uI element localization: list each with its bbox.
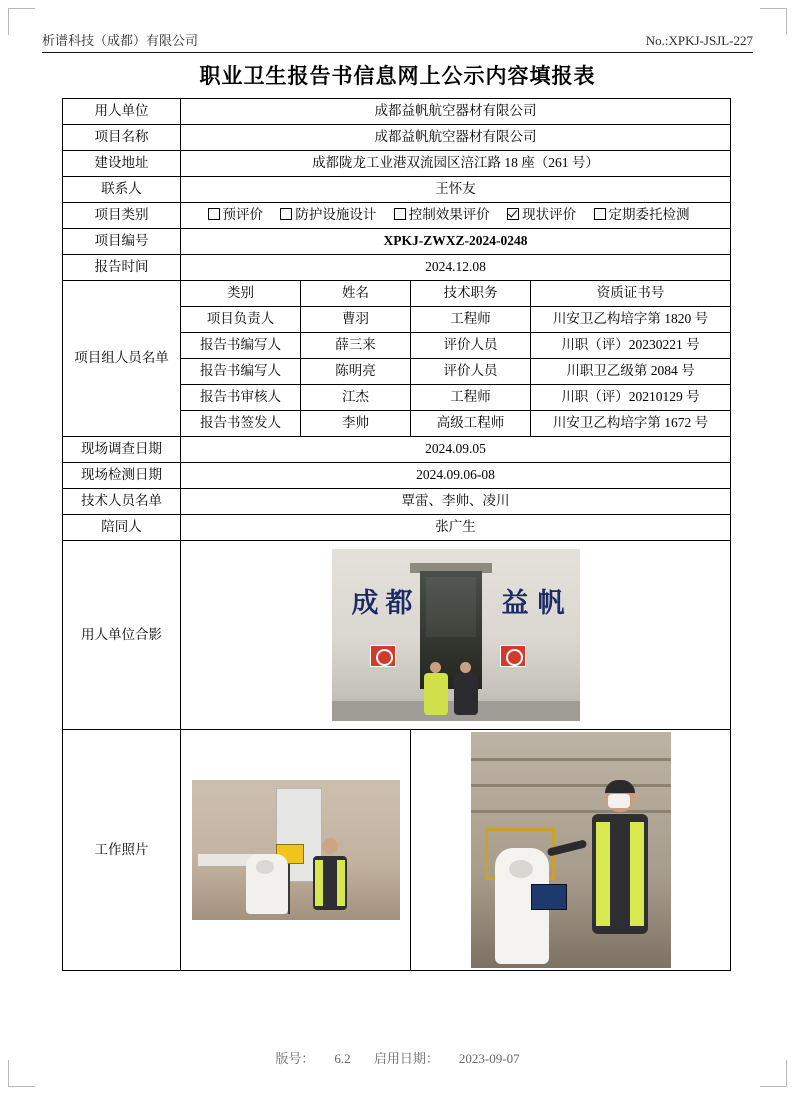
team-cert: 川安卫乙构培字第 1820 号 — [531, 307, 731, 333]
test-date-value: 2024.09.06-08 — [181, 463, 731, 489]
category-option-label: 控制效果评价 — [408, 207, 490, 223]
category-options — [181, 203, 731, 229]
group-photo-label: 用人单位合影 — [63, 541, 181, 730]
team-header-name: 姓名 — [301, 281, 411, 307]
tech-staff-label: 技术人员名单 — [63, 489, 181, 515]
document-footer — [0, 1048, 795, 1067]
team-cert: 川职卫乙级第 2084 号 — [531, 359, 731, 385]
table-row — [63, 99, 731, 125]
project-no-value: XPKJ-ZWXZ-2024-0248 — [181, 229, 731, 255]
table-row — [63, 463, 731, 489]
team-title: 工程师 — [411, 385, 531, 411]
version-value: 6.2 — [334, 1051, 351, 1066]
table-row-work-photos — [63, 730, 731, 971]
checkbox-unchecked-icon[interactable] — [594, 208, 606, 220]
group-photo-image — [332, 549, 580, 721]
table-row — [63, 125, 731, 151]
photo-person-dark — [454, 662, 478, 715]
table-row — [63, 281, 731, 307]
team-name: 曹羽 — [301, 307, 411, 333]
photo-worker — [310, 838, 350, 916]
team-name: 薛三来 — [301, 333, 411, 359]
team-role: 报告书编写人 — [181, 333, 301, 359]
checkbox-unchecked-icon[interactable] — [280, 208, 292, 220]
team-label: 项目组人员名单 — [63, 281, 181, 437]
table-row — [63, 203, 731, 229]
prohibition-sign-icon — [370, 645, 396, 667]
photo-person-vest — [424, 662, 448, 715]
team-header-cert: 资质证书号 — [531, 281, 731, 307]
team-name: 江杰 — [301, 385, 411, 411]
tech-staff-value: 覃雷、李帅、凌川 — [181, 489, 731, 515]
crop-mark-top-left — [8, 8, 35, 35]
table-row — [63, 229, 731, 255]
team-header-title: 技术职务 — [411, 281, 531, 307]
address-value: 成都陇龙工业港双流园区涪江路 18 座（261 号） — [181, 151, 731, 177]
header-company: 析谱科技（成都）有限公司 — [42, 33, 199, 48]
project-no-label: 项目编号 — [63, 229, 181, 255]
team-role: 报告书编写人 — [181, 359, 301, 385]
team-header-category: 类别 — [181, 281, 301, 307]
team-title: 评价人员 — [411, 333, 531, 359]
photo-laptop — [531, 884, 567, 910]
photo-protective-suit — [246, 854, 288, 914]
project-name-value: 成都益帆航空器材有限公司 — [181, 125, 731, 151]
team-name: 李帅 — [301, 411, 411, 437]
category-option-label: 防护设施设计 — [295, 207, 377, 223]
work-photo-left-cell — [181, 730, 411, 971]
group-photo-cell — [181, 541, 731, 730]
checkbox-checked-icon[interactable] — [507, 208, 519, 220]
category-option-label: 定期委托检测 — [608, 207, 690, 223]
report-date-value: 2024.12.08 — [181, 255, 731, 281]
report-date-label: 报告时间 — [63, 255, 181, 281]
photo-beam — [471, 758, 671, 761]
category-option[interactable] — [594, 207, 690, 222]
document-header — [42, 30, 753, 49]
table-row-group-photo — [63, 541, 731, 730]
team-role: 报告书审核人 — [181, 385, 301, 411]
category-option[interactable] — [280, 207, 376, 222]
category-option[interactable] — [208, 207, 264, 222]
header-doc-no: No.:XPKJ-JSJL-227 — [645, 33, 753, 48]
table-row — [63, 151, 731, 177]
category-option[interactable] — [394, 207, 490, 222]
contact-label: 联系人 — [63, 177, 181, 203]
report-table — [62, 98, 731, 971]
table-row — [63, 437, 731, 463]
team-title: 高级工程师 — [411, 411, 531, 437]
sign-char: 帆 — [537, 588, 565, 619]
category-option-label: 预评价 — [222, 207, 263, 223]
team-cert: 川职（评）20230221 号 — [531, 333, 731, 359]
table-row — [63, 177, 731, 203]
employer-value: 成都益帆航空器材有限公司 — [181, 99, 731, 125]
contact-value: 王怀友 — [181, 177, 731, 203]
photo-worker — [587, 780, 653, 966]
table-row — [63, 515, 731, 541]
work-photo-right-image — [471, 732, 671, 968]
photo-tripod — [288, 862, 290, 914]
team-cert: 川职（评）20210129 号 — [531, 385, 731, 411]
team-role: 报告书签发人 — [181, 411, 301, 437]
table-row — [63, 489, 731, 515]
sign-char: 都 — [385, 588, 413, 619]
employer-label: 用人单位 — [63, 99, 181, 125]
address-label: 建设地址 — [63, 151, 181, 177]
team-title: 评价人员 — [411, 359, 531, 385]
survey-date-value: 2024.09.05 — [181, 437, 731, 463]
header-divider — [42, 52, 753, 53]
effective-date-value: 2023-09-07 — [458, 1051, 520, 1066]
work-photo-label: 工作照片 — [63, 730, 181, 971]
team-cert: 川安卫乙构培字第 1672 号 — [531, 411, 731, 437]
table-row — [63, 255, 731, 281]
work-photo-left-image — [192, 780, 400, 920]
checkbox-unchecked-icon[interactable] — [394, 208, 406, 220]
escort-value: 张广生 — [181, 515, 731, 541]
category-option-label: 现状评价 — [522, 207, 577, 223]
sign-char: 益 — [501, 588, 529, 619]
crop-mark-top-right — [760, 8, 787, 35]
team-name: 陈明亮 — [301, 359, 411, 385]
team-title: 工程师 — [411, 307, 531, 333]
page-title: 职业卫生报告书信息网上公示内容填报表 — [199, 64, 596, 88]
effective-date-label: 启用日期： — [373, 1051, 439, 1066]
prohibition-sign-icon — [500, 645, 526, 667]
category-label: 项目类别 — [63, 203, 181, 229]
team-role: 项目负责人 — [181, 307, 301, 333]
survey-date-label: 现场调查日期 — [63, 437, 181, 463]
work-photo-right-cell — [411, 730, 731, 971]
category-option-selected[interactable] — [507, 207, 576, 222]
checkbox-unchecked-icon[interactable] — [208, 208, 220, 220]
project-name-label: 项目名称 — [63, 125, 181, 151]
version-label: 版号： — [275, 1051, 315, 1066]
escort-label: 陪同人 — [63, 515, 181, 541]
sign-char: 成 — [351, 588, 379, 619]
test-date-label: 现场检测日期 — [63, 463, 181, 489]
